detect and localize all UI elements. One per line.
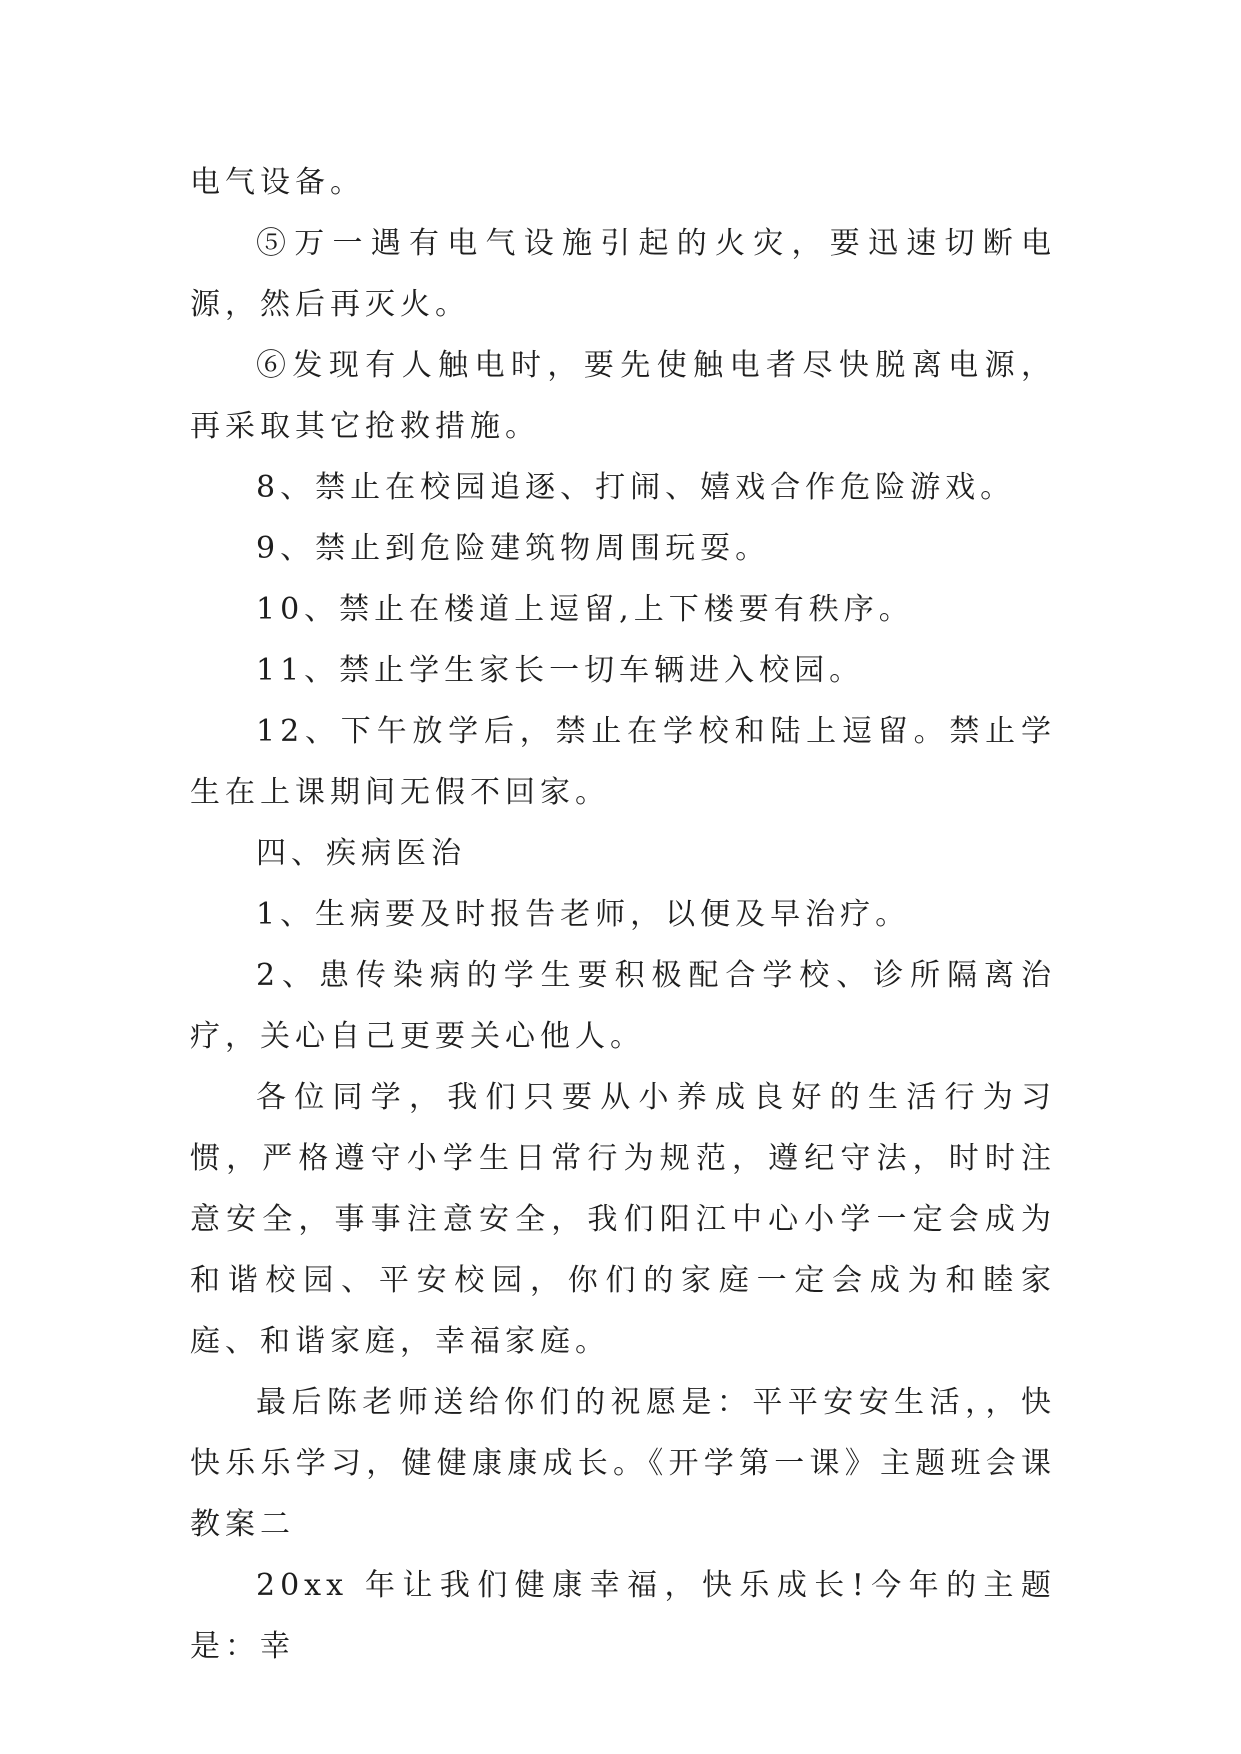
paragraph-10: 1、生病要及时报告老师，以便及早治疗。 <box>256 897 911 932</box>
section-heading: 四、疾病医治 <box>256 836 466 871</box>
paragraph-7: 11、禁止学生家长一切车辆进入校园。 <box>256 653 865 688</box>
paragraph-14: 20xx 年让我们健康幸福，快乐成长!今年的主题是：幸 <box>190 1568 1056 1664</box>
document-page <box>190 152 1056 1677</box>
paragraph-4: 8、禁止在校园追逐、打闹、嬉戏合作危险游戏。 <box>256 470 1016 505</box>
paragraph-12: 各位同学，我们只要从小养成良好的生活行为习惯，严格遵守小学生日常行为规范，遵纪守法，时时注意安全，事事注意安全，我们阳江中心小学一定会成为和谐校园、平安校园，你们的家庭一定会成为和睦家庭、和谐家庭，幸福家庭。 <box>190 1080 1056 1359</box>
paragraph-13: 最后陈老师送给你们的祝愿是：平平安安生活，，快快乐乐学习，健健康康成长。《开学第一课》主题班会课教案二 <box>190 1385 1056 1542</box>
paragraph-8: 12、下午放学后，禁止在学校和陆上逗留。禁止学生在上课期间无假不回家。 <box>190 714 1056 810</box>
paragraph-11: 2、患传染病的学生要积极配合学校、诊所隔离治疗，关心自己更要关心他人。 <box>190 958 1056 1054</box>
paragraph-2: ⑤万一遇有电气设施引起的火灾，要迅速切断电源，然后再灭火。 <box>190 226 1056 322</box>
paragraph-6: 10、禁止在楼道上逗留,上下楼要有秩序。 <box>256 592 914 627</box>
paragraph-3: ⑥发现有人触电时，要先使触电者尽快脱离电源，再采取其它抢救措施。 <box>190 348 1056 444</box>
paragraph-5: 9、禁止到危险建筑物周围玩耍。 <box>256 531 771 566</box>
paragraph-1: 电气设备。 <box>190 165 365 200</box>
